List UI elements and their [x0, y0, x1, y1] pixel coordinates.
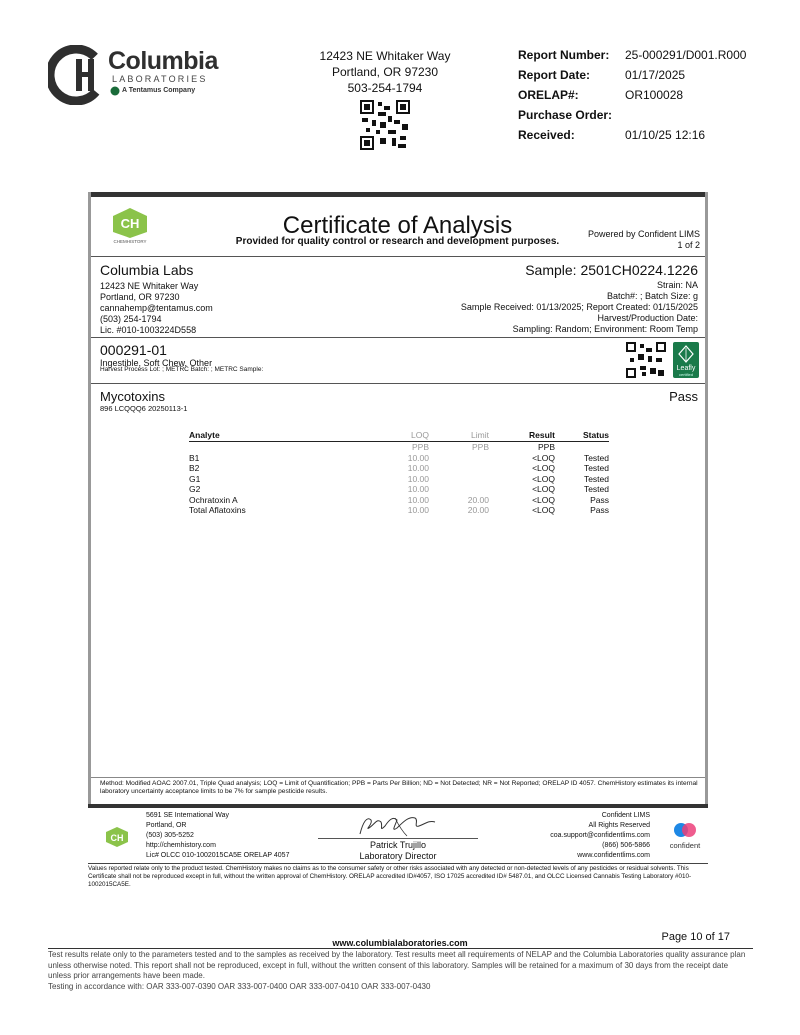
leafly-badge	[673, 342, 699, 378]
loq-cell: 10.00	[407, 505, 429, 515]
client-line: (503) 254-1794	[100, 314, 162, 324]
brand-sub: LABORATORIES	[112, 74, 208, 84]
limit-cell	[429, 463, 489, 474]
section-status: Pass	[669, 389, 698, 404]
divider	[91, 256, 705, 257]
sample-line: Sample Received: 01/13/2025; Report Created: 01/15/2025	[460, 302, 698, 312]
report-date-label: Report Date:	[518, 68, 591, 82]
header-status: Status	[555, 430, 609, 442]
leafly-sub: certified	[678, 372, 694, 377]
table-row	[189, 453, 609, 464]
result-cell: <LOQ	[532, 484, 555, 494]
divider	[91, 337, 705, 338]
footer-left-line: Lic# OLCC 010-1002015CA5E ORELAP 4057	[146, 852, 290, 859]
leafly-leaf-icon	[673, 342, 699, 378]
powered-by	[560, 229, 710, 251]
footer-right-line: Confident LIMS	[601, 812, 650, 819]
header-analyte: Analyte	[189, 430, 339, 442]
chemhistory-caption: CHEMHISTORY	[113, 239, 147, 244]
batch-type: Ingestible, Soft Chew, Other	[100, 358, 213, 368]
chemhistory-hexagon-icon	[108, 207, 152, 239]
brand-name: Columbia	[108, 47, 218, 75]
chemhistory-logo-text: CH	[120, 216, 140, 231]
certificate-title: Certificate of Analysis	[282, 212, 513, 239]
footer-right-line: www.confidentlims.com	[577, 852, 650, 859]
unit-cell: PPB	[471, 442, 489, 452]
limit-cell	[429, 474, 489, 485]
address-line: Portland, OR 97230	[331, 65, 439, 79]
batch-meta: Harvest Process Lot: ; METRC Batch: ; METRC Sample:	[100, 366, 264, 373]
report-number-label: Report Number:	[518, 48, 610, 62]
units-row	[189, 442, 609, 453]
status-cell: Pass	[590, 505, 609, 515]
sample-line: Strain: NA	[656, 280, 698, 290]
analyte-cell: Total Aflatoxins	[189, 505, 246, 515]
loq-cell: 10.00	[407, 452, 429, 463]
confident-text: confident	[669, 841, 701, 850]
analyte-cell: B2	[189, 463, 200, 473]
footer-right-line: All Rights Reserved	[588, 822, 650, 829]
chemhistory-logo	[108, 207, 152, 247]
signature-image	[325, 812, 475, 840]
qr-code-icon	[360, 100, 410, 150]
certificate-disclaimer: Values reported relate only to the product tested. ChemHistory makes no claims as to the consumer safety or other risks associated with any detected or non-detected levels of any pesticides or residual solvents. This Certificate shall not be reproduced except in full, without the written approval of ChemHistory. ORELAP accredited ID#4057, ISO 17025 accredited ID# 5487.01, and OLCC Licensed Cannabis Testing Laboratory #010-1002015CA5E.	[88, 865, 692, 888]
divider	[91, 777, 705, 778]
received-label: Received:	[518, 128, 575, 142]
client-line: cannahemp@tentamus.com	[100, 303, 213, 313]
loq-cell: 10.00	[407, 494, 429, 505]
orelap-value: OR100028	[625, 88, 684, 102]
frame-right-border	[705, 192, 708, 808]
frame-bottom-bar	[88, 804, 708, 808]
client-line: Lic. #010-1003224D558	[100, 325, 197, 335]
table-row	[189, 484, 609, 495]
powered-by-text: Powered by Confident LIMS	[587, 229, 700, 239]
analyte-cell: B1	[189, 452, 200, 463]
analyte-cell: G2	[189, 484, 201, 494]
header-limit: Limit	[429, 430, 489, 442]
table-row	[189, 495, 609, 506]
sample-line: Sampling: Random; Environment: Room Temp	[512, 324, 698, 334]
method-note: Method: Modified AOAC 2007.01, Triple Quad analysis; LOQ = Limit of Quantification; PPB = Parts Per Billion; ND = Not Detected; NR = Not Reported; ORELAP ID 4057. ChemHistory estimates its internal laboratory uncertainty acceptance limits to be 7% for sample pesticide results.	[100, 780, 698, 795]
section-title: Mycotoxins	[100, 389, 166, 404]
signer-name: Patrick Trujillo	[369, 840, 426, 850]
confident-logo	[665, 820, 705, 850]
unit-cell: PPB	[411, 442, 429, 452]
loq-cell: 10.00	[407, 484, 429, 494]
confident-logo-icon	[665, 820, 705, 842]
report-number-value: 25-000291/D001.R000	[625, 48, 747, 62]
table-row	[189, 463, 609, 474]
result-cell: <LOQ	[532, 452, 555, 463]
columbia-logo	[48, 45, 248, 105]
loq-cell: 10.00	[407, 473, 429, 484]
footer-right-line: (866) 506-5866	[602, 842, 650, 849]
signature-line	[318, 838, 478, 839]
chemhistory-small-logo	[104, 826, 130, 848]
purchase-order-label: Purchase Order:	[518, 108, 613, 122]
chemhistory-hexagon-icon	[104, 826, 130, 848]
limit-cell	[429, 484, 489, 495]
page-of-text: 1 of 2	[677, 240, 700, 250]
sample-line: Batch#: ; Batch Size: g	[606, 291, 698, 301]
footer-left-line: Portland, OR	[146, 822, 187, 829]
leafly-text: Leafly	[676, 365, 696, 372]
analyte-cell: Ochratoxin A	[189, 494, 238, 505]
website-link[interactable]: www.columbialaboratories.com	[332, 938, 468, 948]
status-cell: Tested	[583, 452, 609, 463]
client-line: Portland, OR 97230	[100, 292, 180, 302]
footer-text	[48, 950, 753, 992]
sample-line: Harvest/Production Date:	[597, 313, 698, 323]
table-row	[189, 505, 609, 516]
section-id: 896 LCQQQ6 20250113-1	[100, 404, 188, 413]
unit-cell: PPB	[537, 442, 555, 452]
limit-cell: 20.00	[467, 505, 489, 515]
status-cell: Tested	[583, 484, 609, 494]
signer-title: Laboratory Director	[359, 851, 437, 861]
certificate-subtitle: Provided for quality control or research and development purposes.	[235, 236, 560, 247]
status-cell: Tested	[583, 463, 609, 473]
unit-cell	[189, 442, 339, 453]
footer-left-line: (503) 305-5252	[146, 832, 194, 839]
unit-cell	[555, 442, 609, 453]
table-row	[189, 474, 609, 485]
address-line: 503-254-1794	[347, 81, 423, 95]
result-cell: <LOQ	[532, 494, 555, 505]
report-date-value: 01/17/2025	[625, 68, 686, 82]
qr-code-icon	[626, 342, 666, 378]
tentamus-icon	[110, 86, 120, 96]
page-number: Page 10 of 17	[661, 931, 730, 943]
loq-cell: 10.00	[407, 463, 429, 473]
footer-testing-text: Testing in accordance with: OAR 333-007-0390 OAR 333-007-0400 OAR 333-007-0410 OAR 333-007-0430	[48, 981, 431, 991]
footer-left-line: http://chemhistory.com	[146, 842, 216, 849]
lab-address	[300, 48, 470, 96]
footer-left-line: 5691 SE International Way	[146, 812, 230, 819]
frame-left-border	[88, 192, 91, 808]
limit-cell: 20.00	[467, 494, 489, 505]
address-line: 12423 NE Whitaker Way	[319, 49, 451, 63]
divider	[91, 383, 705, 384]
brand-tagline: A Tentamus Company	[122, 87, 196, 94]
footer-right-line: coa.support@confidentlims.com	[550, 832, 650, 839]
orelap-label: ORELAP#:	[518, 88, 579, 102]
client-name: Columbia Labs	[100, 262, 194, 278]
client-line: 12423 NE Whitaker Way	[100, 281, 199, 291]
divider	[88, 863, 708, 864]
result-cell: <LOQ	[532, 505, 555, 515]
header-loq: LOQ	[339, 430, 429, 442]
result-cell: <LOQ	[532, 473, 555, 484]
frame-top-bar	[88, 192, 708, 197]
received-value: 01/10/25 12:16	[625, 128, 706, 142]
footer-rule	[48, 948, 753, 949]
results-table	[189, 430, 609, 516]
chemhistory-small-logo-text: CH	[110, 833, 124, 843]
analyte-cell: G1	[189, 473, 201, 484]
batch-id: 000291-01	[100, 342, 167, 358]
result-cell: <LOQ	[532, 463, 555, 473]
table-header-row	[189, 430, 609, 442]
status-cell: Tested	[583, 473, 609, 484]
limit-cell	[429, 453, 489, 464]
status-cell: Pass	[590, 494, 609, 505]
signature-icon	[325, 812, 475, 840]
footer-legal-text: Test results relate only to the parameters tested and to the samples as received by the laboratory. Test results meet all requirements of NELAP and the Columbia Laboratories quality assurance plan unless otherwise noted. This report shall not be reproduced, except in full, without the written consent of this laboratory. Samples will be retained for a maximum of 30 days from the receipt date unless prior arrangements have been made.	[48, 950, 746, 980]
sample-id: Sample: 2501CH0224.1226	[525, 262, 698, 278]
header-result: Result	[489, 430, 555, 442]
